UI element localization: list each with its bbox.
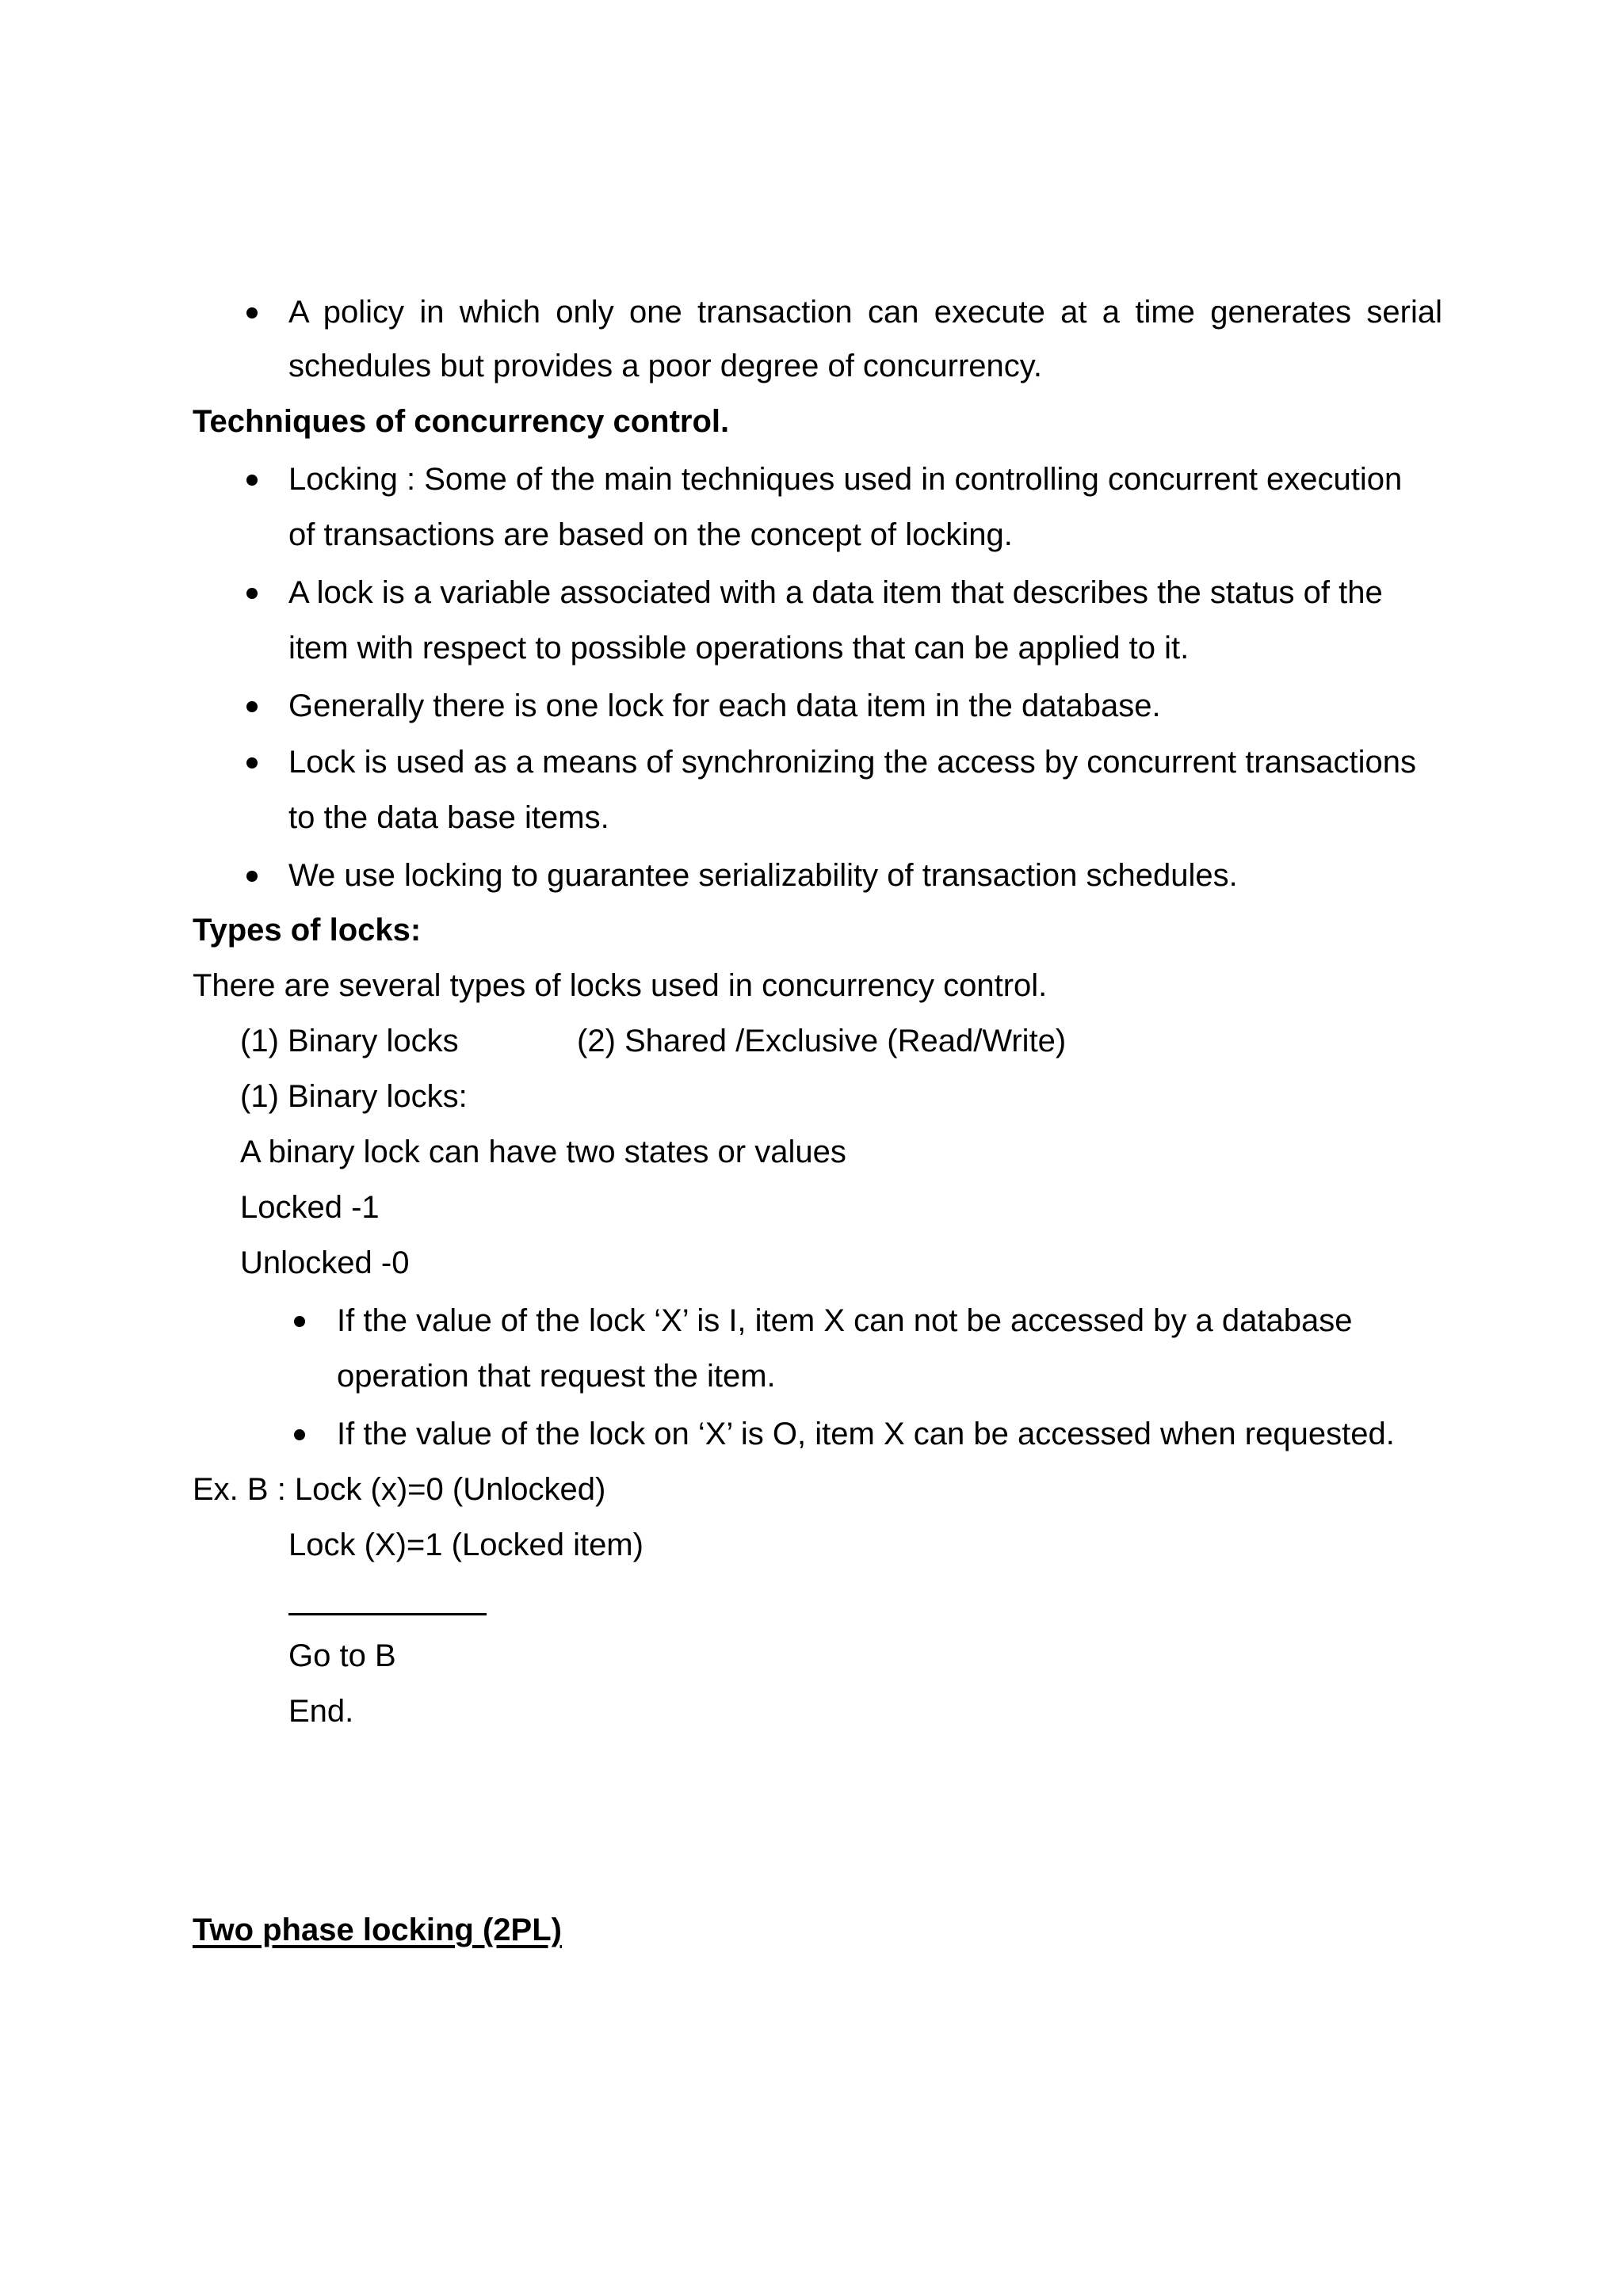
bullet-icon: [246, 475, 258, 486]
techniques-bullet-4-line1: Lock is used as a means of synchronizing the access by concurrent transactions: [288, 745, 1416, 780]
blank-rule: [288, 1613, 487, 1615]
binary-bullet-1-line1: If the value of the lock ‘X’ is I, item X can not be accessed by a database: [337, 1303, 1353, 1338]
bullet-icon: [246, 307, 258, 318]
bullet-icon: [294, 1316, 305, 1327]
techniques-bullet-1-line2: of transactions are based on the concept of locking.: [288, 517, 1013, 552]
example-line1: Ex. B : Lock (x)=0 (Unlocked): [193, 1472, 606, 1507]
techniques-bullet-1-line1: Locking : Some of the main techniques used in controlling concurrent execution: [288, 462, 1403, 497]
techniques-heading: Techniques of concurrency control.: [193, 404, 730, 439]
techniques-bullet-2-line1: A lock is a variable associated with a data item that describes the status of the: [288, 575, 1383, 610]
binary-locks-heading: (1) Binary locks:: [240, 1079, 468, 1114]
types-heading: Types of locks:: [193, 913, 422, 948]
binary-locks-desc: A binary lock can have two states or values: [240, 1135, 846, 1169]
techniques-bullet-5-line1: We use locking to guarantee serializability of transaction schedules.: [288, 858, 1238, 893]
techniques-bullet-4-line2: to the data base items.: [288, 800, 609, 835]
types-item-1: (1) Binary locks: [240, 1024, 459, 1058]
example-line3: Go to B: [288, 1638, 396, 1673]
types-item-2: (2) Shared /Exclusive (Read/Write): [577, 1024, 1067, 1058]
bullet-icon: [246, 588, 258, 599]
techniques-bullet-2-line2: item with respect to possible operations that can be applied to it.: [288, 631, 1190, 666]
example-line2: Lock (X)=1 (Locked item): [288, 1527, 643, 1562]
binary-bullet-1-line2: operation that request the item.: [337, 1359, 776, 1394]
bullet-icon: [246, 757, 258, 769]
intro-bullet-line2: schedules but provides a poor degree of concurrency.: [288, 349, 1042, 383]
unlocked-value: Unlocked -0: [240, 1245, 410, 1280]
bullet-icon: [294, 1429, 305, 1440]
intro-bullet-line1: A policy in which only one transaction can execute at a time generates serial: [288, 295, 1442, 330]
types-intro: There are several types of locks used in concurrency control.: [193, 968, 1048, 1003]
binary-bullet-2-line1: If the value of the lock on ‘X’ is O, item X can be accessed when requested.: [337, 1417, 1395, 1451]
bullet-icon: [246, 701, 258, 712]
bullet-icon: [246, 871, 258, 882]
example-line4: End.: [288, 1694, 354, 1729]
two-phase-heading: Two phase locking (2PL): [193, 1913, 562, 1947]
locked-value: Locked -1: [240, 1190, 380, 1225]
techniques-bullet-3-line1: Generally there is one lock for each data item in the database.: [288, 688, 1161, 723]
